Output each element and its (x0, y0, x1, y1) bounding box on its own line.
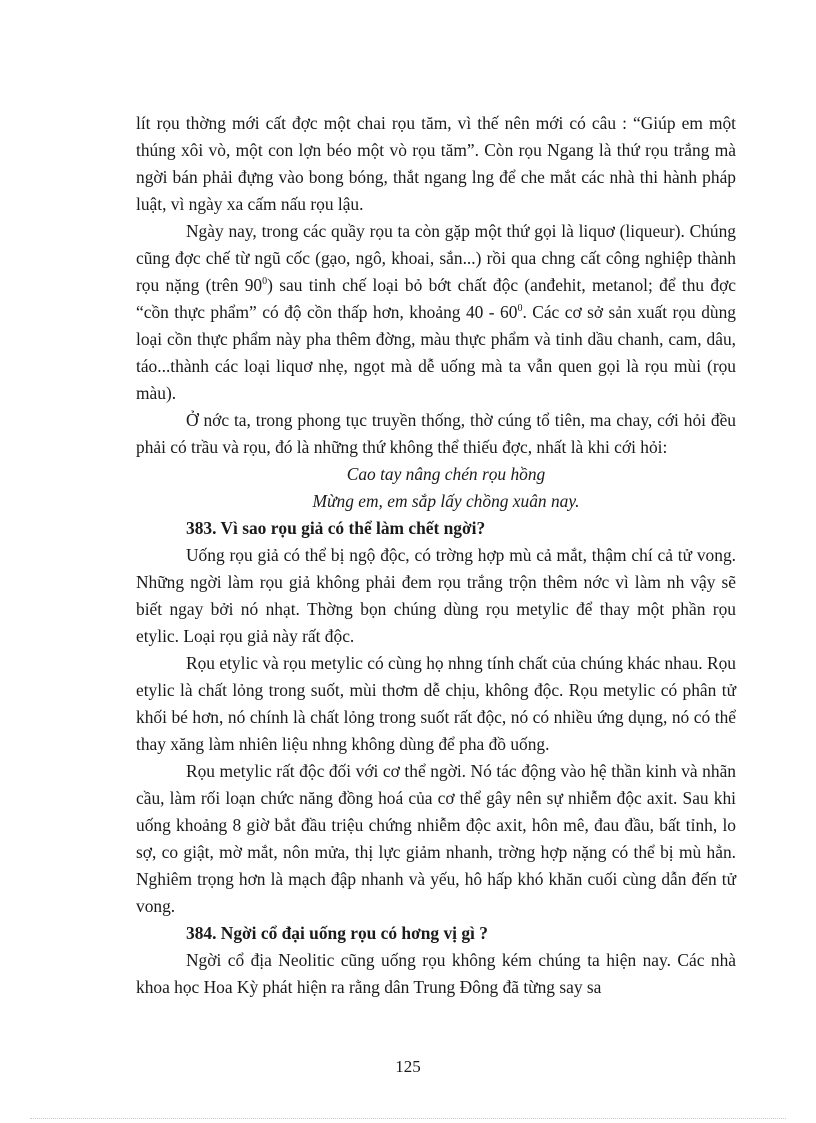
superscript-degree: 0 (262, 276, 268, 288)
superscript-degree: 0 (517, 303, 523, 315)
paragraph-fake-alcohol: Uống rọu giả có thể bị ngộ độc, có trờng hợp mù cả mắt, thậm chí cả tử vong. Những ngời làm rọu giả không phải đem rọu trắng trộn thêm nớc vì làm nh vậy sẽ biết ngay bởi nó nhạt. Thờng bọn chúng dùng rọu metylic để thay một phần rọu etylic. Loại rọu giả này rất độc. (136, 545, 736, 646)
paragraph-ancient-drinking: Ngời cổ địa Neolitic cũng uống rọu không kém chúng ta hiện nay. Các nhà khoa học Hoa Kỳ phát hiện ra rằng dân Trung Đông đã từng say sa (136, 950, 736, 997)
verse-line-1: Cao tay nâng chén rọu hồng (346, 464, 546, 484)
footer-divider (30, 1118, 786, 1119)
page-number: 125 (395, 1057, 421, 1076)
paragraph-customs: Ở nớc ta, trong phong tục truyền thống, thờ cúng tổ tiên, ma chay, cới hỏi đều phải có trầu và rọu, đó là những thứ không thể thiếu đợc, nhất là khi cới hỏi: (136, 410, 736, 457)
paragraph-continuation: lít rọu thờng mới cất đợc một chai rọu tăm, vì thế nên mới có câu : “Giúp em một thúng xôi vò, một con lợn béo một vò rọu tăm”. Còn rọu Ngang là thứ rọu trắng mà ngời bán phải đựng vào bong bóng, thắt ngang lng để che mắt các nhà thi hành pháp luật, vì ngày xa cấm nấu rọu lậu. (136, 113, 736, 214)
section-heading-383: 383. Vì sao rọu giả có thể làm chết ngời? (186, 518, 486, 538)
paragraph-liqueur: Ngày nay, trong các quầy rọu ta còn gặp một thứ gọi là liquơ (liqueur). Chúng cũng đợc chế từ ngũ cốc (gạo, ngô, khoai, sắn...) rồi qua chng cất công nghiệp thành rọu nặng (trên $90^0$) sau tinh chế loại bỏ bớt chất độc (anđehit, metanol; để thu đợc “cồn thực phẩm” có độ cồn thấp hơn, khoảng $40 - 60^0$. Các cơ sở sản xuất rọu dùng loại cồn thực phẩm này pha thêm đờng, màu thực phẩm và tinh dầu chanh, cam, dâu, táo...thành các loại liquơ nhẹ, ngọt mà dễ uống mà ta vẫn quen gọi là rọu mùi (rọu màu). (136, 221, 737, 403)
verse-line-2: Mừng em, em sắp lấy chồng xuân nay. (312, 491, 580, 511)
page-body (136, 110, 736, 1001)
paragraph-metylic-toxicity: Rọu metylic rất độc đối với cơ thể ngời. Nó tác động vào hệ thần kinh và nhãn cầu, làm rối loạn chức năng đồng hoá của cơ thể gây nên sự nhiễm độc axit. Sau khi uống khoảng 8 giờ bắt đầu triệu chứng nhiễm độc axit, hôn mê, đau đầu, bất tỉnh, lo sợ, co giật, mờ mắt, nôn mửa, thị lực giảm nhanh, trờng hợp nặng có thể bị mù hẳn. Nghiêm trọng hơn là mạch đập nhanh và yếu, hô hấp khó khăn cuối cùng dẫn đến tử vong. (136, 761, 736, 916)
paragraph-etylic-metylic: Rọu etylic và rọu metylic có cùng họ nhng tính chất của chúng khác nhau. Rọu etylic là chất lỏng trong suốt, mùi thơm dễ chịu, không độc. Rọu metylic có phân tử khối bé hơn, nó chính là chất lỏng trong suốt rất độc, nó có nhiều ứng dụng, nó có thể thay xăng làm nhiên liệu nhng không dùng để pha đồ uống. (136, 653, 736, 754)
section-heading-384: 384. Ngời cổ đại uống rọu có hơng vị gì ? (186, 923, 488, 943)
